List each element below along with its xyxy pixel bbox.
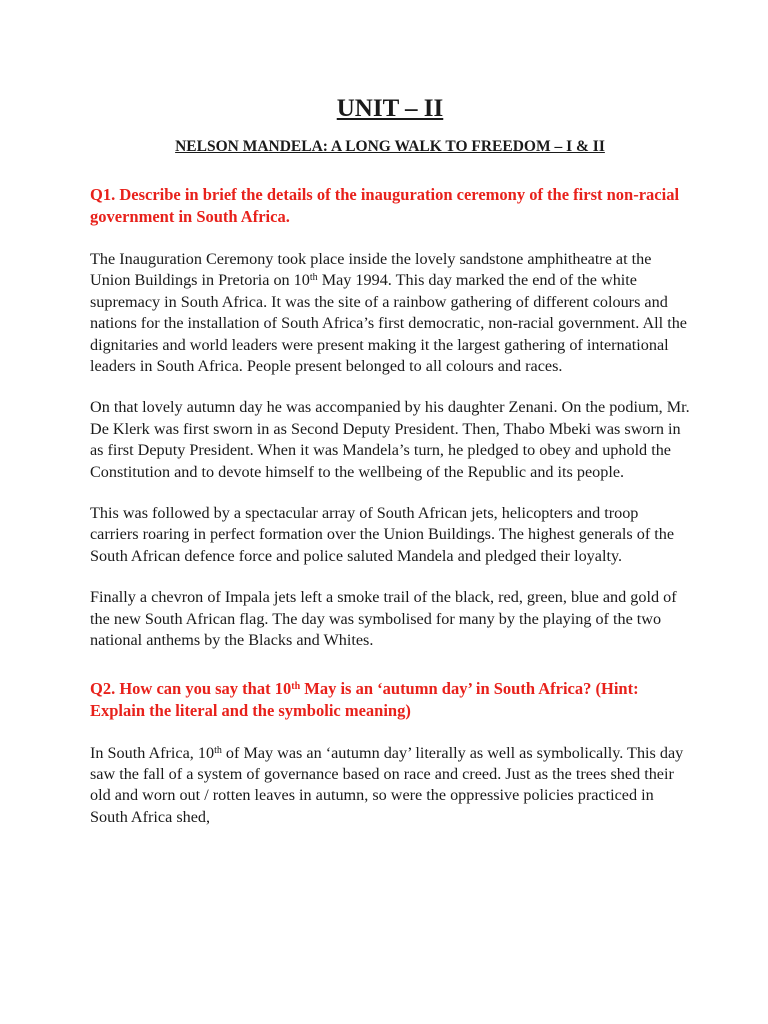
answer-1-paragraph-1 (90, 249, 690, 377)
answer-2-paragraph-1-text-b: of May was an ‘autumn day’ literally as well as symbolically. This day saw the fall of a system of governance based on race and creed. Just as the trees shed their old and worn out / rotten leaves in autumn, so were the oppressive policies practiced in South Africa shed, (90, 743, 684, 826)
superscript-th: th (309, 272, 318, 284)
superscript-th: th (291, 680, 301, 692)
question-2 (90, 678, 690, 722)
answer-1-paragraph-3: This was followed by a spectacular array of South African jets, helicopters and troop carriers roaring in perfect formation over the Union Buildings. The highest generals of the South African defence force and police saluted Mandela and pledged their loyalty. (90, 504, 675, 565)
chapter-subtitle: NELSON MANDELA: A LONG WALK TO FREEDOM – I & II (175, 138, 605, 155)
answer-1-paragraph-1-text-a: The Inauguration Ceremony took place inside the lovely sandstone amphitheatre at the Union Buildings in Pretoria on 10 (90, 250, 652, 290)
answer-2-paragraph-1 (90, 743, 690, 829)
answer-2-paragraph-1-text-a: In South Africa, 10 (90, 743, 215, 762)
unit-title: UNIT – II (336, 95, 444, 122)
answer-1-paragraph-2: On that lovely autumn day he was accompanied by his daughter Zenani. On the podium, Mr. De Klerk was first sworn in as Second Deputy President. Then, Thabo Mbeki was sworn in as first Deputy President. When it was Mandela’s turn, he pledged to obey and uphold the Constitution and to devote himself to the wellbeing of the Republic and its people. (90, 398, 690, 481)
answer-1-paragraph-1-text-b: May 1994. This day marked the end of the white supremacy in South Africa. It was the site of a rainbow gathering of different colours and nations for the installation of South Africa’s first democratic, non-racial government. All the dignitaries and world leaders were present making it the largest gathering of international leaders in South Africa. People present belonged to all colours and races. (90, 271, 687, 376)
answer-1-paragraph-4: Finally a chevron of Impala jets left a smoke trail of the black, red, green, blue and gold of the new South African flag. The day was symbolised for many by the playing of the two national anthems by the Blacks and Whites. (90, 588, 677, 650)
question-1: Q1. Describe in brief the details of the inauguration ceremony of the first non-racial government in South Africa. (90, 185, 680, 226)
superscript-th: th (214, 744, 222, 756)
document-page (90, 92, 690, 848)
question-2-text-b: May is an ‘autumn day’ in South Africa? (Hint: Explain the literal and the symbolic meaning) (90, 678, 639, 720)
question-2-text-a: Q2. How can you say that 10 (90, 678, 292, 698)
